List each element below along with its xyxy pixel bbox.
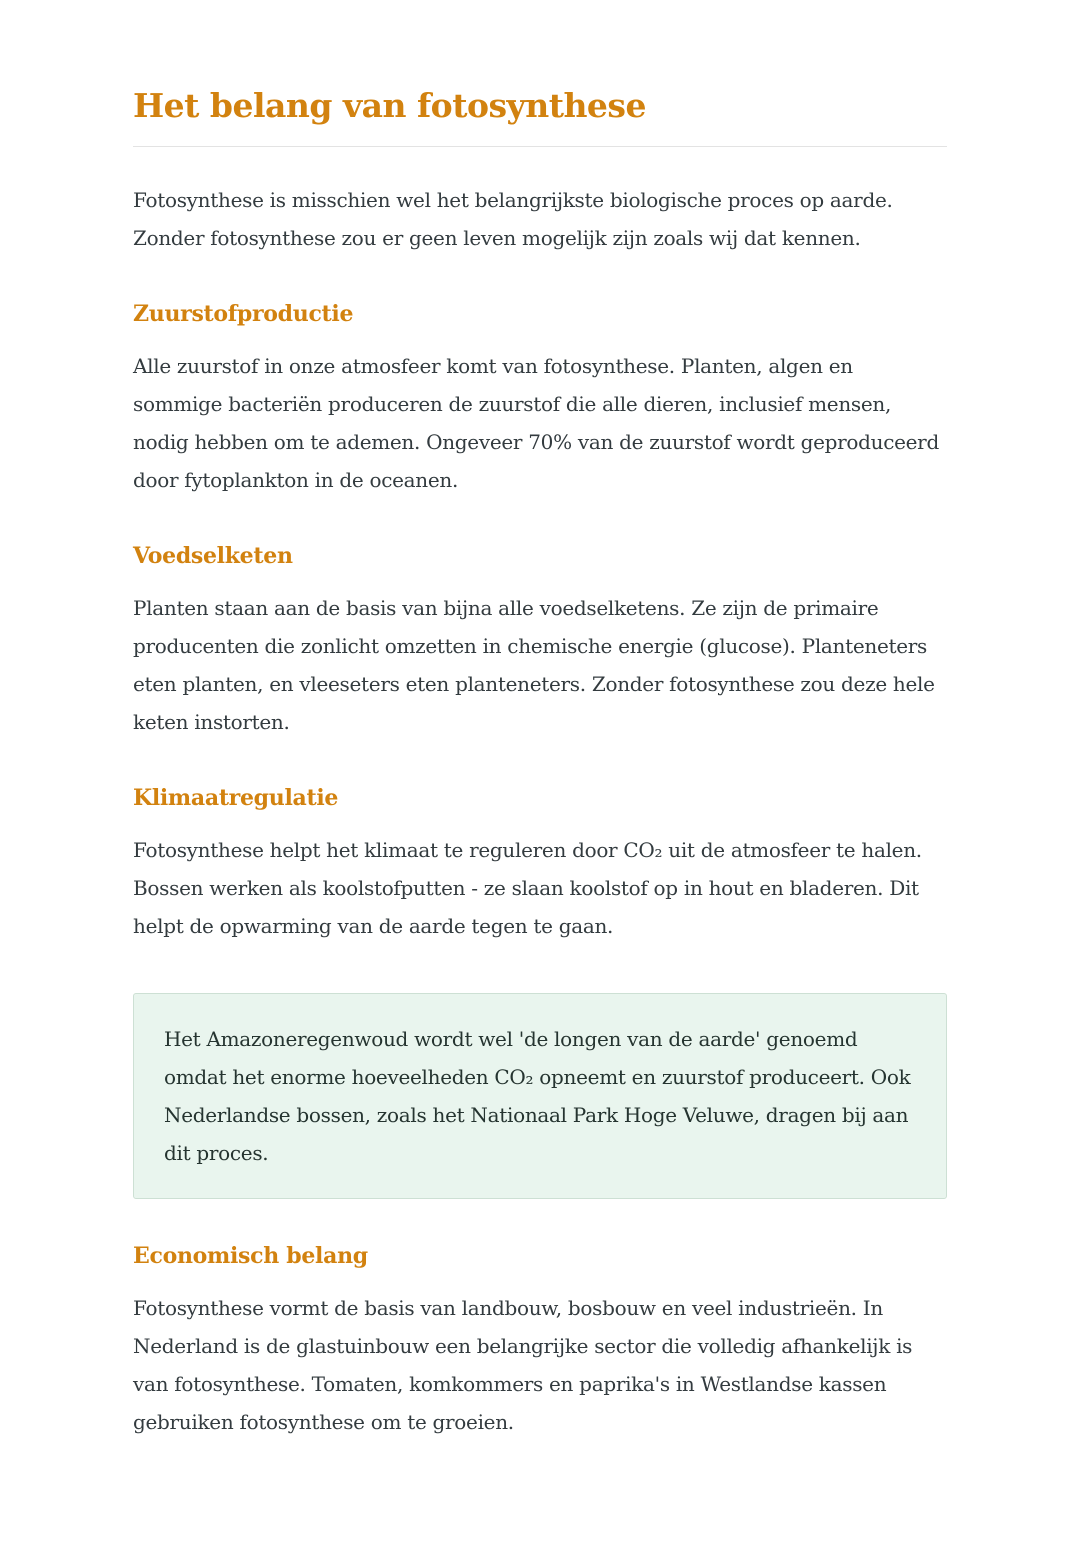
article-page [133, 0, 947, 1561]
section-economisch-belang [133, 1243, 947, 1441]
section-voedselketen [133, 543, 947, 741]
callout-box [133, 993, 947, 1199]
section-zuurstofproductie [133, 301, 947, 499]
section-paragraph: Fotosynthese helpt het klimaat te reguleren door CO₂ uit de atmosfeer te halen. Bossen werken als koolstofputten - ze slaan koolstof op in hout en bladeren. Dit helpt de opwarming van de aarde tegen te gaan. [133, 837, 922, 938]
section-heading-economisch-belang: Economisch belang [133, 1242, 368, 1269]
section-paragraph: Alle zuurstof in onze atmosfeer komt van fotosynthese. Planten, algen en sommige bacteriën produceren de zuurstof die alle dieren, inclusief mensen, nodig hebben om te ademen. Ongeveer 70% van de zuurstof wordt geproduceerd door fytoplankton in de oceanen. [133, 353, 939, 492]
intro-paragraph: Fotosynthese is misschien wel het belangrijkste biologische proces op aarde. Zonder fotosynthese zou er geen leven mogelijk zijn zoals wij dat kennen. [133, 187, 893, 250]
section-klimaatregulatie [133, 785, 947, 945]
section-heading-zuurstofproductie: Zuurstofproductie [133, 300, 354, 327]
page-title: Het belang van fotosynthese [133, 86, 647, 125]
section-paragraph: Planten staan aan de basis van bijna alle voedselketens. Ze zijn de primaire producenten die zonlicht omzetten in chemische energie (glucose). Planteneters eten planten, en vleeseters eten planteneters. Zonder fotosynthese zou deze hele keten instorten. [133, 595, 935, 734]
title-divider [133, 146, 947, 147]
section-paragraph: Fotosynthese vormt de basis van landbouw, bosbouw en veel industrieën. In Nederland is de glastuinbouw een belangrijke sector die volledig afhankelijk is van fotosynthese. Tomaten, komkommers en paprika's in Westlandse kassen gebruiken fotosynthese om te groeien. [133, 1295, 913, 1434]
section-heading-klimaatregulatie: Klimaatregulatie [133, 784, 339, 811]
callout-text: Het Amazoneregenwoud wordt wel 'de longen van de aarde' genoemd omdat het enorme hoeveelheden CO₂ opneemt en zuurstof produceert. Ook Nederlandse bossen, zoals het Nationaal Park Hoge Veluwe, dragen bij aan dit proces. [164, 1026, 911, 1165]
section-heading-voedselketen: Voedselketen [133, 542, 293, 569]
